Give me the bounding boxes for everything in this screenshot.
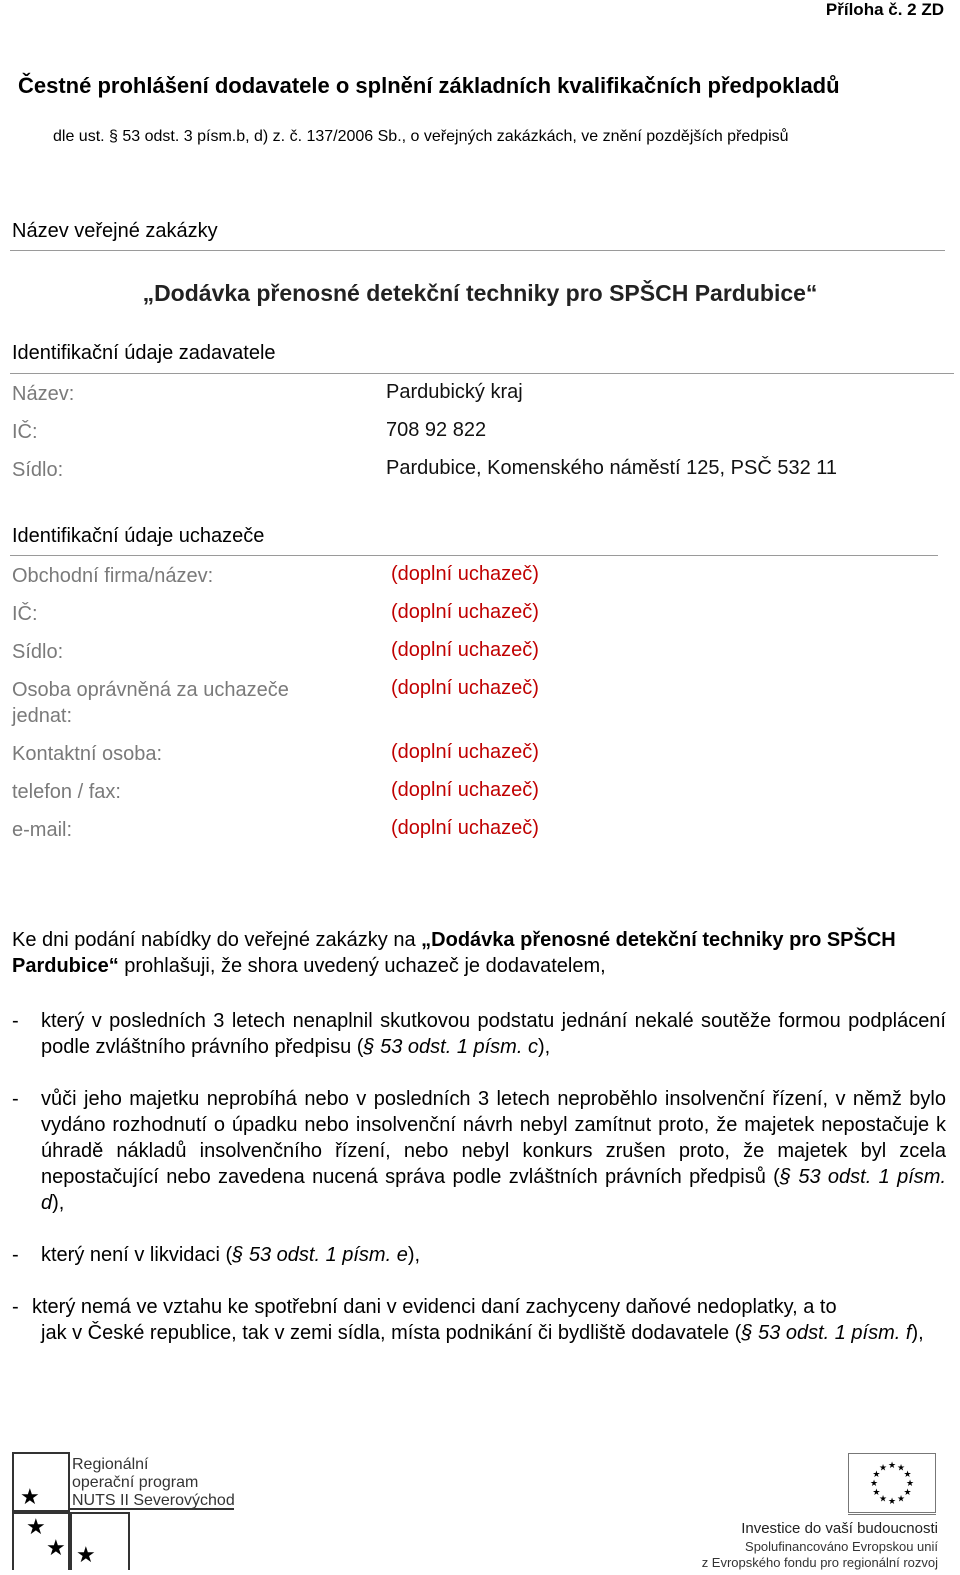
- authority-seat-value: Pardubice, Komenského náměstí 125, PSČ 532 11: [386, 457, 838, 479]
- item-text: který není v likvidaci (: [41, 1244, 233, 1266]
- item-dash: -: [12, 1088, 19, 1110]
- authority-heading-rule: [10, 373, 954, 374]
- declaration-item-1: [12, 1008, 946, 1060]
- item-ref: § 53 odst. 1 písm. e: [232, 1244, 408, 1266]
- contract-heading-rule: [10, 250, 945, 251]
- eu-star-icon: ★: [869, 1478, 879, 1488]
- applicant-email-label: e-mail:: [12, 819, 73, 841]
- star-icon: ★: [76, 1542, 96, 1567]
- applicant-firm-label: Obchodní firma/název:: [12, 565, 214, 587]
- authority-heading: Identifikační údaje zadavatele: [12, 342, 276, 364]
- applicant-representative-value: (doplní uchazeč): [391, 677, 539, 699]
- eu-star-icon: ★: [903, 1487, 912, 1497]
- item-dash: -: [12, 1244, 19, 1266]
- eu-star-icon: ★: [905, 1478, 915, 1488]
- applicant-email-value: (doplní uchazeč): [391, 817, 539, 839]
- item-end: ),: [911, 1322, 924, 1344]
- declaration-item-2: [12, 1086, 946, 1216]
- applicant-seat-value: (doplní uchazeč): [391, 639, 539, 661]
- contract-heading: Název veřejné zakázky: [12, 220, 218, 242]
- item-end: ),: [407, 1244, 421, 1266]
- applicant-phone-value: (doplní uchazeč): [391, 779, 539, 801]
- eu-star-icon: ★: [887, 1460, 897, 1470]
- applicant-seat-label: Sídlo:: [12, 641, 64, 663]
- item-ref: § 53 odst. 1 písm. f: [741, 1322, 912, 1344]
- eu-star-icon: ★: [896, 1493, 906, 1504]
- eu-stars-icon: [849, 1454, 935, 1512]
- applicant-heading-rule: [10, 555, 938, 556]
- document-subtitle: dle ust. § 53 odst. 3 písm.b, d) z. č. 137/2006 Sb., o veřejných zakázkách, ve znění pozdějších předpisů: [53, 128, 789, 145]
- applicant-contact-label: Kontaktní osoba:: [12, 743, 163, 765]
- item-ref: § 53 odst. 1 písm. c: [363, 1036, 538, 1058]
- item-text-rest: jak v České republice, tak v zemi sídla, místa podnikání či bydliště dodavatele (: [41, 1322, 742, 1344]
- eu-star-icon: ★: [887, 1496, 897, 1506]
- eu-cofinanced: Spolufinancováno Evropskou unií: [745, 1539, 938, 1554]
- eu-star-icon: ★: [872, 1469, 881, 1479]
- star-icon: ★: [20, 1484, 40, 1509]
- declaration-intro-before: Ke dni podání nabídky do veřejné zakázky na: [12, 929, 422, 951]
- rop-line-2: operační program: [72, 1474, 199, 1491]
- applicant-ic-label: IČ:: [12, 603, 38, 625]
- applicant-representative-label: Osoba oprávněná za uchazeče jednat:: [12, 679, 289, 727]
- item-dash: -: [12, 1010, 19, 1032]
- item-end: ),: [52, 1192, 65, 1214]
- item-text-first: který nemá ve vztahu ke spotřební dani v evidenci daní zachyceny daňové nedoplatky, a to: [32, 1296, 837, 1318]
- eu-star-icon: ★: [872, 1487, 881, 1497]
- rop-line-3: NUTS II Severovýchod: [72, 1492, 235, 1509]
- contract-name: „Dodávka přenosné detekční techniky pro SPŠCH Pardubice“: [142, 280, 818, 306]
- authority-name-label: Název:: [12, 383, 75, 405]
- item-text: vůči jeho majetku neprobíhá nebo v posledních 3 letech neproběhlo insolvenční řízení, v němž bylo vydáno rozhodnutí o úpadku nebo insolvenční návrh nebyl zamítnut proto, že majetek nepostačuje k úhradě nákladů insolvenčního řízení, nebo nebyl konkurs zrušen proto, že majetek byl zcela nepostačující nebo zavedena nucená správa podle zvláštních právních předpisů (: [41, 1088, 946, 1188]
- eu-star-icon: ★: [878, 1462, 888, 1473]
- attachment-label: Příloha č. 2 ZD: [825, 0, 944, 19]
- eu-star-icon: ★: [878, 1493, 888, 1504]
- declaration-intro: [12, 927, 946, 979]
- applicant-contact-value: (doplní uchazeč): [391, 741, 539, 763]
- declaration-intro-after: prohlašuji, že shora uvedený uchazeč je dodavatelem,: [118, 955, 606, 977]
- applicant-ic-value: (doplní uchazeč): [391, 601, 539, 623]
- declaration-item-4: [12, 1294, 946, 1346]
- eu-flag: [848, 1453, 936, 1513]
- applicant-heading: Identifikační údaje uchazeče: [12, 525, 265, 547]
- rop-text: [72, 1456, 235, 1510]
- item-ref: § 53 odst. 1 písm. d: [41, 1166, 946, 1214]
- declaration-intro-contract: „Dodávka přenosné detekční techniky pro SPŠCH Pardubice“: [12, 929, 896, 977]
- declaration-item-3: [12, 1242, 946, 1268]
- eu-slogan: Investice do vaší budoucnosti: [741, 1520, 938, 1537]
- authority-name-value: Pardubický kraj: [386, 381, 523, 403]
- document-title: Čestné prohlášení dodavatele o splnění základních kvalifikačních předpokladů: [18, 73, 840, 98]
- applicant-phone-label: telefon / fax:: [12, 781, 121, 803]
- star-icon: ★: [26, 1514, 46, 1539]
- eu-star-icon: ★: [903, 1469, 912, 1479]
- authority-seat-label: Sídlo:: [12, 459, 64, 481]
- item-end: ),: [537, 1036, 551, 1058]
- item-dash: -: [12, 1296, 19, 1318]
- rop-divider: [68, 1508, 234, 1510]
- eu-fund: z Evropského fondu pro regionální rozvoj: [701, 1555, 938, 1570]
- item-text: který v posledních 3 letech nenaplnil skutkovou podstatu jednání nekalé soutěže formou podplácení podle zvláštního právního předpisu (: [41, 1010, 946, 1058]
- rop-line-1: Regionální: [72, 1456, 149, 1473]
- authority-ic-label: IČ:: [12, 421, 38, 443]
- eu-flag-rule: [848, 1514, 936, 1515]
- applicant-firm-value: (doplní uchazeč): [391, 563, 539, 585]
- star-icon: ★: [46, 1535, 66, 1560]
- eu-star-icon: ★: [896, 1462, 906, 1473]
- authority-ic-value: 708 92 822: [386, 419, 487, 441]
